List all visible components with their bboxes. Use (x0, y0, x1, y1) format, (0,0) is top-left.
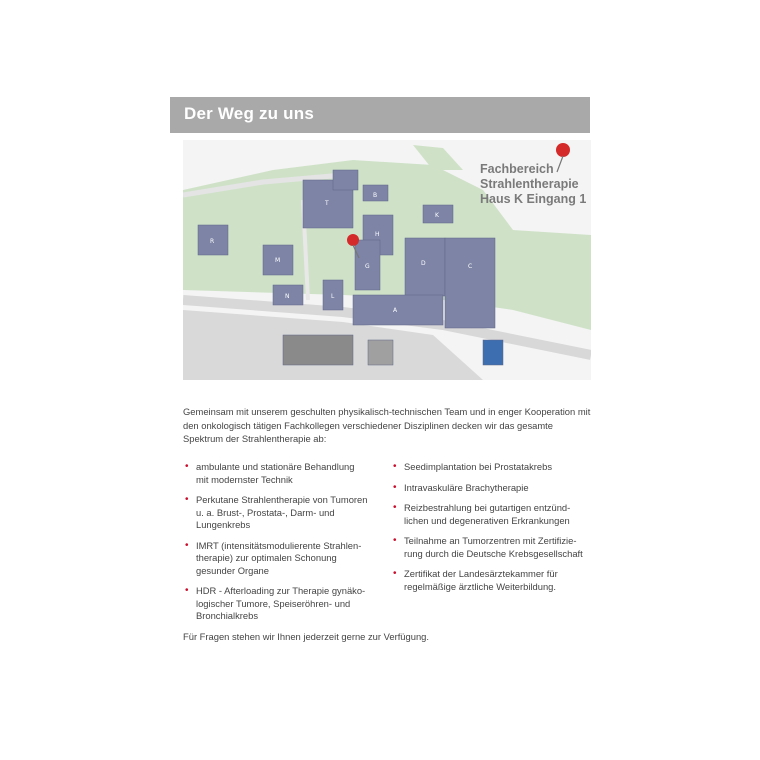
header-band (170, 97, 590, 133)
callout-line: Haus K Eingang 1 (480, 192, 587, 206)
svg-text:T: T (325, 200, 329, 207)
svg-text:L: L (331, 293, 335, 300)
svg-text:H: H (375, 231, 380, 238)
list-item: • Reizbestrahlung bei gutartigen entzünd- lichen und degenerativen Erkrankungen (393, 502, 571, 526)
svg-text:G: G (365, 263, 370, 270)
svg-text:M: M (275, 257, 281, 264)
svg-text:D: D (421, 260, 426, 267)
bullet-icon: • (185, 539, 189, 551)
bullet-icon: • (393, 481, 397, 493)
page-title: Der Weg zu uns (184, 104, 315, 123)
list-item: • Teilnahme an Tumorzentren mit Zertifizie- rung durch die Deutsche Krebsgesellschaft (393, 535, 583, 559)
closing-paragraph: Für Fragen stehen wir Ihnen jederzeit gerne zur Verfügung. (183, 631, 429, 642)
callout-line: Strahlentherapie (480, 177, 579, 191)
building-w (368, 340, 393, 365)
svg-text:K: K (435, 212, 439, 219)
bullet-icon: • (393, 461, 397, 472)
bullet-icon: • (393, 502, 397, 513)
svg-text:A: A (393, 307, 398, 314)
intro-paragraph: Gemeinsam mit unserem geschulten physikalisch-technischen Team und in enger Kooperation mit den onkologisch tätigen Fachkollegen verschiedener Disziplinen decken wir das gesamte Spektrum der Strahlentherapie ab: (183, 406, 591, 444)
list-item: • HDR - Afterloading zur Therapie gynäko- logischer Tumore, Speiseröhren- und Bronchialkrebs (185, 585, 366, 621)
building-a (353, 295, 443, 325)
location-callout (480, 162, 590, 207)
building-c (445, 238, 495, 328)
services-list-right (393, 461, 593, 601)
bullet-icon: • (393, 535, 397, 546)
building-parking-garage (483, 340, 503, 365)
bullet-icon: • (185, 461, 189, 472)
services-list-left (185, 461, 380, 631)
list-item: • Zertifikat der Landesärztekammer für regelmäßige ärztliche Weiterbildung. (393, 568, 558, 592)
svg-text:B: B (373, 192, 378, 199)
bullet-icon: • (185, 585, 189, 596)
list-item: • IMRT (intensitätsmodulierente Strahlen- therapie) zur optimalen Schonung gesunder Organe (185, 539, 362, 576)
svg-text:C: C (468, 263, 473, 270)
bullet-icon: • (393, 568, 397, 579)
building-d (405, 238, 445, 296)
list-item: • Perkutane Strahlentherapie von Tumoren u. a. Brust-, Prostata-, Darm- und Lungenkrebs (185, 494, 368, 530)
callout-line: Fachbereich (480, 162, 554, 176)
list-item: • Seedimplantation bei Prostatakrebs (393, 461, 553, 472)
svg-text:R: R (210, 238, 215, 245)
building-p (283, 335, 353, 365)
list-item: • Intravaskuläre Brachytherapie (393, 481, 529, 493)
list-item: • ambulante und stationäre Behandlung mit modernster Technik (185, 461, 355, 485)
bullet-icon: • (185, 494, 189, 505)
building-t-annex (333, 170, 358, 190)
svg-text:N: N (285, 293, 290, 300)
